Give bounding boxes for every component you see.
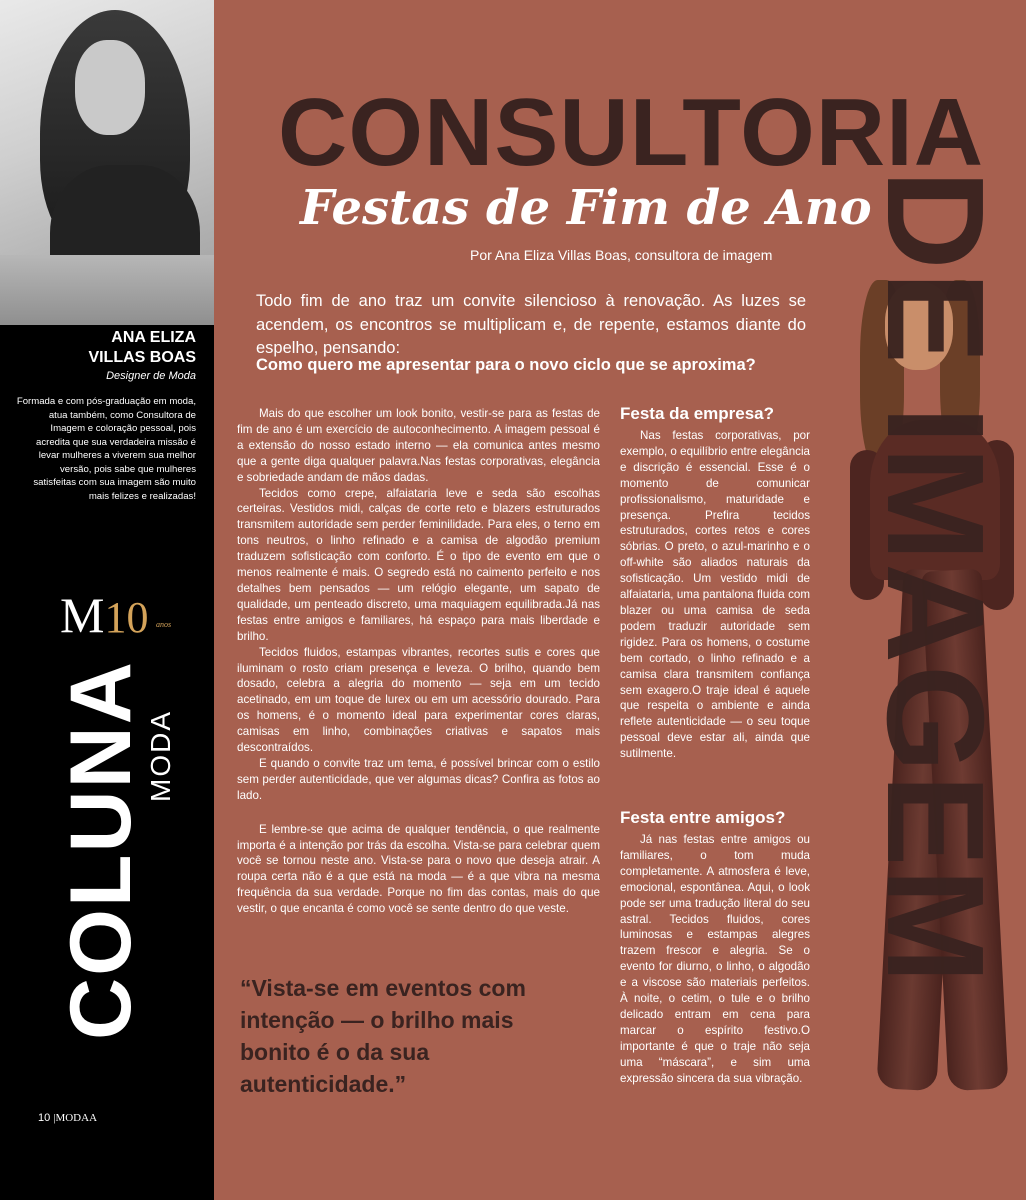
- author-photo: [0, 0, 214, 325]
- empresa-section: [620, 402, 810, 762]
- intro-paragraph: Todo fim de ano traz um convite silencioso à renovação. As luzes se acendem, os encontros se multiplicam e, de repente, estamos diante do espelho, pensando:: [256, 292, 806, 357]
- page-title: CONSULTORIA: [278, 79, 985, 186]
- amigos-heading: Festa entre amigos?: [620, 808, 786, 827]
- empresa-heading: Festa da empresa?: [620, 404, 775, 423]
- sidebar: [0, 0, 214, 1200]
- author-name: [6, 328, 196, 368]
- author-role: Designer de Moda: [106, 370, 196, 382]
- page-number-value: 10: [38, 1112, 51, 1124]
- logo-m: M: [60, 587, 105, 643]
- main-column: [237, 406, 600, 917]
- paragraph: E lembre-se que acima de qualquer tendência, o que realmente importa é a intenção por trás da escolha. Vista-se para celebrar quem você se tornou neste ano. Vista-se para o novo que deseja atrair. A roupa certa não é a que está na moda — é a que vibra na mesma frequência da sua verdade. Porque no fim das contas, mais do que vestir, o que encanta é como você se sente dentro do que veste.: [237, 822, 600, 916]
- author-bio: Formada e com pós-graduação em moda, atua também, como Consultora de Imagem e coloração pessoal, pois acredita que sua verdadeira missão é levar mulheres a viverem sua melhor versão, pois sabe que mulheres satisfeitas com sua imagem são muito mais felizes e realizadas!: [16, 396, 196, 502]
- vertical-title: DE IMAGEM: [858, 170, 1012, 986]
- paragraph: Mais do que escolher um look bonito, vestir-se para as festas de fim de ano é um exercício de autoconhecimento. A imagem pessoal é a extensão do nosso estado interno — ela comunica antes mesmo que a gente diga qualquer palavra.Nas festas corporativas, elegância e sobriedade andam de mãos dadas.: [237, 407, 600, 484]
- paragraph: Tecidos fluidos, estampas vibrantes, recortes sutis e cores que iluminam o rosto criam presença e leveza. O brilho, quando bem dosado, celebra a alegria do momento — seja em um tecido acetinado, em um toque de lurex ou em um acessório dourado. Para os homens, é o momento ideal para experimentar cores claras, camisas em linho, combinações criativas e sapatos mais descontraídos.: [237, 645, 600, 755]
- page-subtitle: Festas de Fim de Ano: [300, 180, 872, 236]
- amigos-text: Já nas festas entre amigos ou familiares, o tom muda completamente. A atmosfera é leve, emocional, espontânea. Aqui, o look pode ser uma tradução literal do seu astral. Tecidos fluidos, cores luminosas e estampas alegres trazem frescor e alegria. Se o evento for diurno, o linho, o algodão e a viscose são materiais perfeitos. À noite, o cetim, o tule e o brilho delicado entram em cena para marcar o espírito festivo.O importante é que o traje não seja uma “máscara”, e sim uma expressão sincera da sua vibração.: [620, 833, 810, 1085]
- page-number: [38, 1112, 97, 1124]
- coluna-label: COLUNA: [53, 660, 149, 1040]
- m10-anniversary-logo: [60, 585, 172, 648]
- amigos-section: [620, 806, 810, 1087]
- paragraph: Tecidos como crepe, alfaiataria leve e seda são escolhas certeiras. Vestidos midi, calças de corte reto e blazers estruturados transmitem autoridade sem perder feminilidade. Para eles, o terno em tons neutros, o linho refinado e a camisa de algodão premium traduzem sofisticação com conforto. É o tipo de evento em que o menos realmente é mais. O segredo está no caimento perfeito e nos detalhes bem pensados — um relógio elegante, um sapato de qualidade, um penteado discreto, uma maquiagem equilibrada.Já nas festas entre amigos e familiares, há espaço para mais liberdade e brilho.: [237, 486, 600, 643]
- intro-text: [256, 290, 806, 361]
- magazine-name: |MODAA: [53, 1112, 98, 1124]
- pull-quote: “Vista-se em eventos com intenção — o brilho mais bonito é o da sua autenticidade.”: [240, 975, 526, 1097]
- paragraph: E quando o convite traz um tema, é possível brincar com o estilo sem perder autenticidade, que ver algumas dicas? Confira as fotos ao lado.: [237, 756, 600, 802]
- author-name-line1: ANA ELIZA: [111, 329, 196, 346]
- logo-ten: 10: [104, 593, 149, 642]
- author-name-line2: VILLAS BOAS: [88, 349, 196, 366]
- intro-question: Como quero me apresentar para o novo ciclo que se aproxima?: [256, 356, 756, 374]
- byline: Por Ana Eliza Villas Boas, consultora de imagem: [470, 247, 773, 263]
- empresa-text: Nas festas corporativas, por exemplo, o equilíbrio entre elegância e discrição é essencial. Esse é o momento de comunicar profissionalismo, maturidade e presença. Prefira tecidos estruturados, cortes retos e cores sóbrias. O preto, o azul-marinho e o off-white são aliados naturais da sofisticação. Um vestido midi de alfaiataria, uma pantalona fluida com blazer ou uma camisa de seda podem traduzir autoridade sem rigidez. Para os homens, o costume bem cortado, o linho refinado e a camisa clara transmitem confiança sem exagero.O traje ideal é aquele que respeita o ambiente e ainda reflete autenticidade — o seu toque pessoal deve estar ali, ainda que sutilmente.: [620, 429, 810, 761]
- moda-label: MODA: [145, 710, 176, 802]
- logo-anos: anos: [156, 620, 172, 629]
